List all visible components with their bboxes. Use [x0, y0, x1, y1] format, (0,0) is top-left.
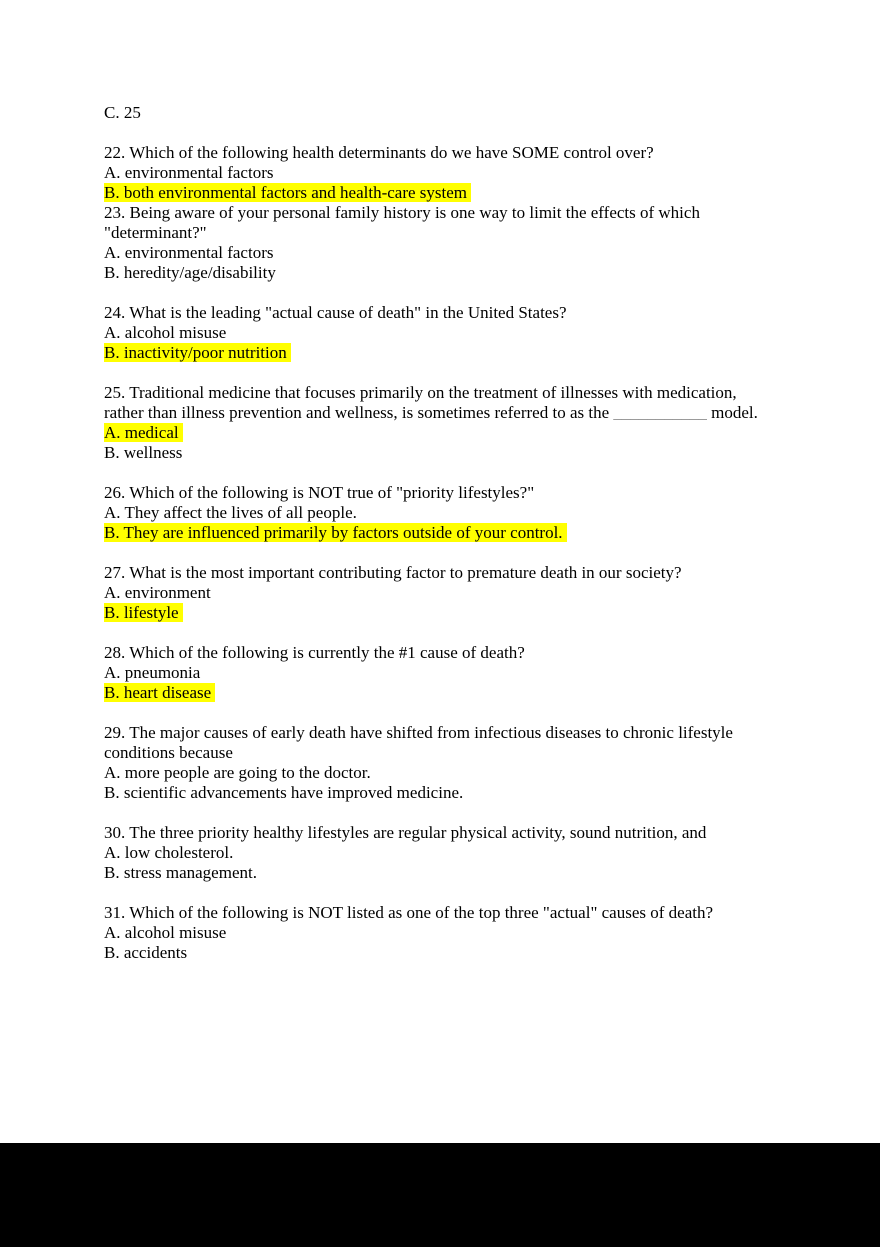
- text-line: [104, 563, 804, 583]
- highlighted-answer: B. They are influenced primarily by factors outside of your control.: [104, 523, 567, 542]
- highlighted-answer: B. inactivity/poor nutrition: [104, 343, 291, 362]
- quiz-text: [104, 103, 804, 983]
- text-line: [104, 923, 804, 943]
- text-line: [104, 103, 804, 123]
- text-segment: A. alcohol misuse: [104, 923, 227, 942]
- question-block: [104, 483, 804, 543]
- text-line: [104, 523, 804, 543]
- text-segment: A. alcohol misuse: [104, 323, 227, 342]
- text-segment: B. stress management.: [104, 863, 257, 882]
- text-segment: 30. The three priority healthy lifestyles are regular physical activity, sound nutrition, and: [104, 823, 707, 842]
- text-line: [104, 323, 804, 343]
- text-line: [104, 603, 804, 623]
- question-block: [104, 143, 804, 283]
- text-segment: C. 25: [104, 103, 141, 122]
- text-line: [104, 583, 804, 603]
- text-line: [104, 663, 804, 683]
- text-segment: A. environment: [104, 583, 211, 602]
- highlighted-answer: B. both environmental factors and health-care system: [104, 183, 471, 202]
- text-line: [104, 203, 804, 223]
- text-line: [104, 403, 804, 423]
- text-line: [104, 483, 804, 503]
- text-line: [104, 783, 804, 803]
- question-block: [104, 563, 804, 623]
- text-segment: 24. What is the leading "actual cause of death" in the United States?: [104, 303, 567, 322]
- text-segment: rather than illness prevention and wellness, is sometimes referred to as the: [104, 403, 614, 422]
- highlighted-answer: B. lifestyle: [104, 603, 183, 622]
- text-line: [104, 183, 804, 203]
- text-line: [104, 263, 804, 283]
- text-line: [104, 303, 804, 323]
- text-segment: 23. Being aware of your personal family history is one way to limit the effects of which: [104, 203, 700, 222]
- question-block: [104, 723, 804, 803]
- text-line: [104, 503, 804, 523]
- fill-in-blank: ___________: [613, 403, 707, 422]
- text-line: [104, 843, 804, 863]
- text-segment: 31. Which of the following is NOT listed as one of the top three "actual" causes of death?: [104, 903, 714, 922]
- text-segment: A. more people are going to the doctor.: [104, 763, 371, 782]
- text-segment: "determinant?": [104, 223, 207, 242]
- text-segment: A. low cholesterol.: [104, 843, 234, 862]
- text-line: [104, 443, 804, 463]
- answer-header-block: [104, 103, 804, 123]
- text-line: [104, 943, 804, 963]
- text-line: [104, 823, 804, 843]
- text-segment: model.: [706, 403, 758, 422]
- text-line: [104, 423, 804, 443]
- question-block: [104, 383, 804, 463]
- text-line: [104, 343, 804, 363]
- text-segment: A. pneumonia: [104, 663, 201, 682]
- text-segment: B. heredity/age/disability: [104, 263, 276, 282]
- text-segment: 25. Traditional medicine that focuses primarily on the treatment of illnesses with medication,: [104, 383, 737, 402]
- text-segment: 27. What is the most important contributing factor to premature death in our society?: [104, 563, 682, 582]
- text-segment: A. They affect the lives of all people.: [104, 503, 357, 522]
- text-segment: 29. The major causes of early death have shifted from infectious diseases to chronic lifestyle: [104, 723, 733, 742]
- text-line: [104, 863, 804, 883]
- question-block: [104, 303, 804, 363]
- text-line: [104, 683, 804, 703]
- text-line: [104, 743, 804, 763]
- text-segment: conditions because: [104, 743, 233, 762]
- highlighted-answer: B. heart disease: [104, 683, 215, 702]
- text-segment: 22. Which of the following health determinants do we have SOME control over?: [104, 143, 654, 162]
- text-segment: B. wellness: [104, 443, 183, 462]
- text-line: [104, 383, 804, 403]
- text-segment: 28. Which of the following is currently the #1 cause of death?: [104, 643, 525, 662]
- text-line: [104, 903, 804, 923]
- text-line: [104, 223, 804, 243]
- question-block: [104, 903, 804, 963]
- text-segment: B. accidents: [104, 943, 188, 962]
- text-line: [104, 143, 804, 163]
- highlighted-answer: A. medical: [104, 423, 183, 442]
- bottom-black-bar: [0, 1143, 880, 1247]
- text-line: [104, 763, 804, 783]
- text-line: [104, 243, 804, 263]
- text-segment: A. environmental factors: [104, 163, 274, 182]
- text-segment: A. environmental factors: [104, 243, 274, 262]
- text-segment: B. scientific advancements have improved medicine.: [104, 783, 464, 802]
- text-line: [104, 643, 804, 663]
- question-block: [104, 643, 804, 703]
- text-segment: 26. Which of the following is NOT true of "priority lifestyles?": [104, 483, 535, 502]
- question-block: [104, 823, 804, 883]
- text-line: [104, 163, 804, 183]
- text-line: [104, 723, 804, 743]
